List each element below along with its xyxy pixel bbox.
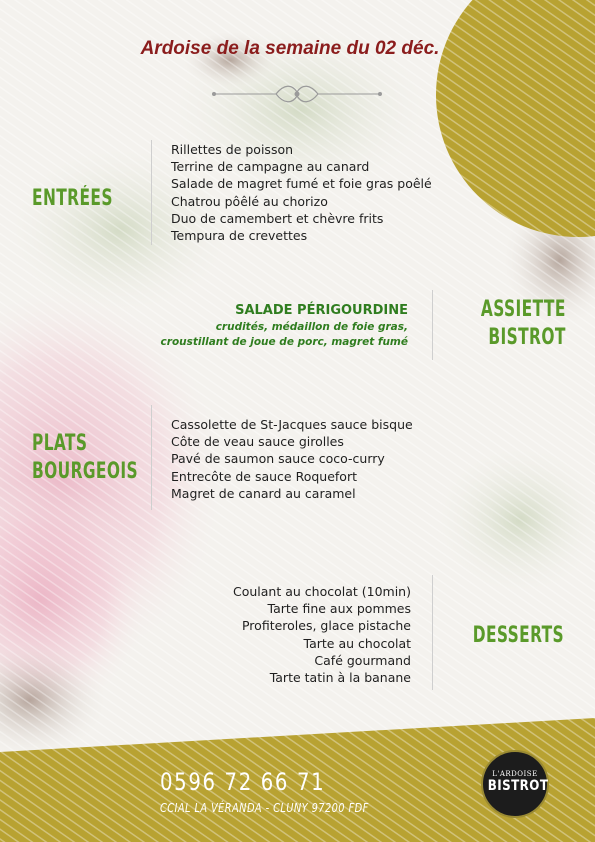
list-item: Terrine de campagne au canard bbox=[171, 159, 370, 175]
address: CCIAL LA VÉRANDA - CLUNY 97200 FDF bbox=[160, 801, 369, 815]
plats-label-line2: BOURGEOIS bbox=[32, 459, 139, 484]
list-item: Tarte fine aux pommes bbox=[267, 601, 411, 617]
list-item: Cassolette de St-Jacques sauce bisque bbox=[171, 417, 413, 432]
list-item: Rillettes de poisson bbox=[171, 142, 294, 157]
logo-line1: L'ARDOISE bbox=[492, 770, 538, 778]
plats-label bbox=[32, 430, 168, 486]
list-item: Chatrou pôêlé au chorizo bbox=[171, 193, 328, 209]
entrees-label: ENTRÉES bbox=[32, 186, 113, 211]
list-item: Coulant au chocolat (10min) bbox=[233, 584, 411, 599]
desserts-list bbox=[233, 583, 411, 686]
entrees-divider bbox=[151, 140, 152, 245]
desserts-divider bbox=[432, 575, 433, 690]
plats-label-line1: PLATS bbox=[32, 431, 88, 456]
ornament-divider bbox=[212, 80, 382, 108]
list-item: Tempura de crevettes bbox=[171, 228, 308, 244]
list-item: Profiteroles, glace pistache bbox=[241, 618, 411, 634]
menu-title bbox=[0, 38, 595, 60]
list-item: Tarte au chocolat bbox=[303, 635, 411, 651]
list-item: Pavé de saumon sauce coco-curry bbox=[171, 451, 385, 467]
desserts-label: DESSERTS bbox=[472, 623, 564, 648]
special-desc-line2: croustillant de joue de porc, magret fumé bbox=[160, 336, 408, 348]
menu-title-text: Ardoise de la semaine du 02 déc. bbox=[140, 38, 440, 59]
assiette-label bbox=[457, 296, 566, 352]
entrees-list bbox=[171, 141, 432, 244]
list-item: Magret de canard au caramel bbox=[171, 485, 356, 501]
list-item: Salade de magret fumé et foie gras poêlé bbox=[171, 176, 432, 192]
list-item: Entrecôte de sauce Roquefort bbox=[171, 468, 357, 484]
bistrot-logo bbox=[481, 750, 549, 818]
list-item: Tarte tatin à la banane bbox=[269, 670, 411, 686]
plats-divider bbox=[151, 405, 152, 510]
phone-number[interactable]: 0596 72 66 71 bbox=[160, 768, 326, 796]
plats-list bbox=[171, 416, 413, 502]
list-item: Côte de veau sauce girolles bbox=[171, 434, 344, 450]
assiette-label-line2: BISTROT bbox=[488, 325, 566, 350]
list-item: Café gourmand bbox=[314, 652, 411, 668]
special-dish-title: SALADE PÉRIGOURDINE bbox=[235, 303, 408, 318]
list-item: Duo de camembert et chèvre frits bbox=[171, 210, 384, 226]
assiette-divider bbox=[432, 290, 433, 360]
assiette-label-line1: ASSIETTE bbox=[481, 297, 566, 322]
assiette-special bbox=[161, 303, 408, 350]
logo-line2: BISTROT bbox=[487, 778, 549, 794]
special-desc-line1: crudités, médaillon de foie gras, bbox=[215, 321, 408, 333]
